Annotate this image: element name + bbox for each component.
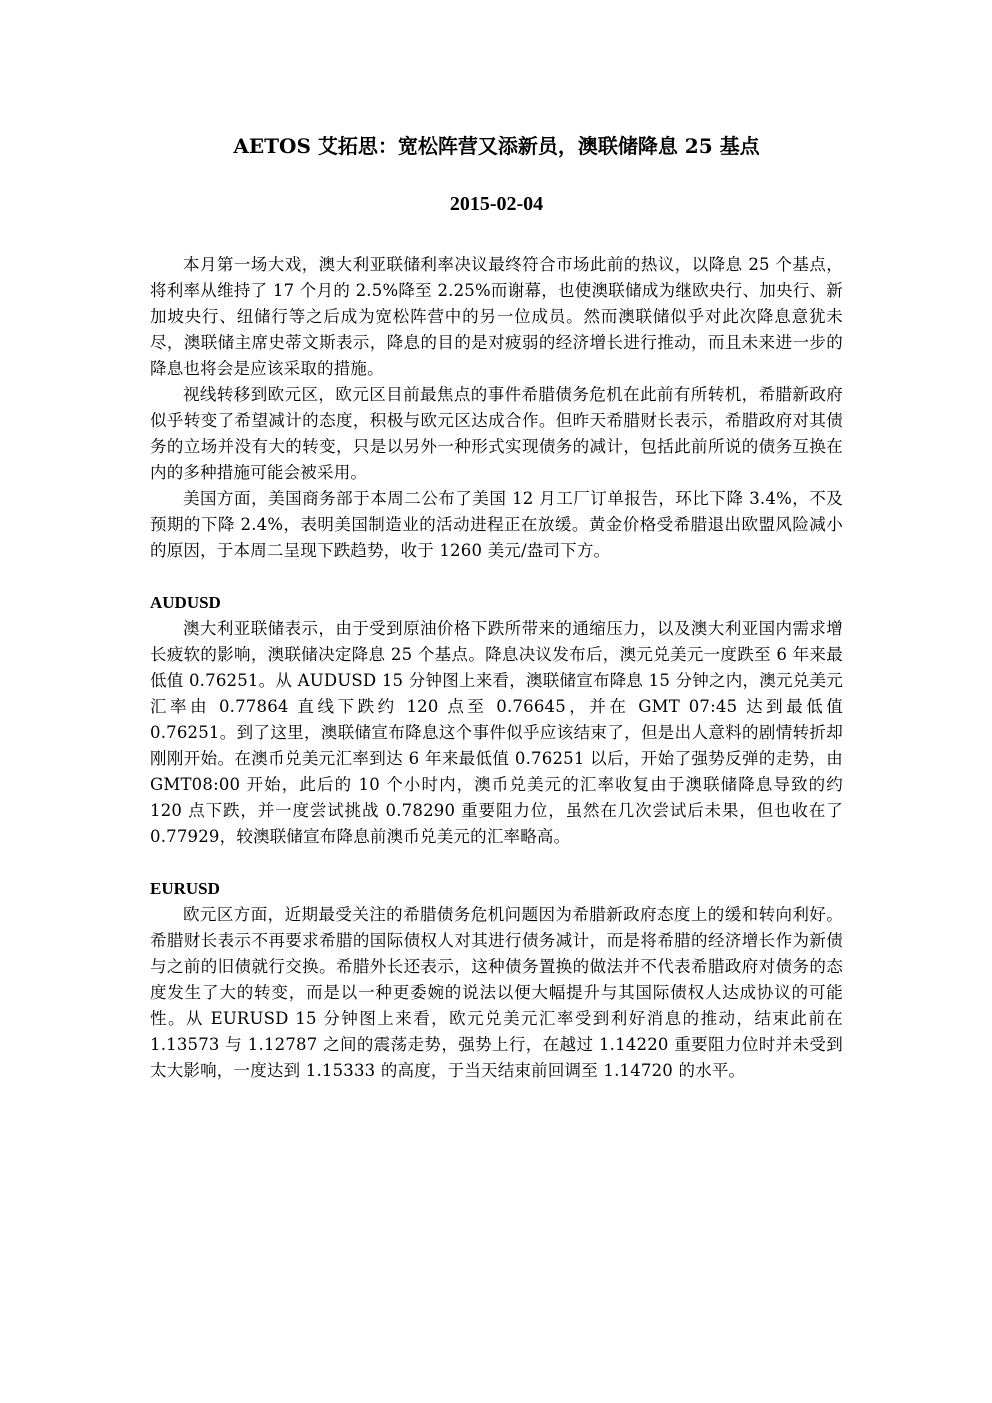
section-paragraph: 澳大利亚联储表示，由于受到原油价格下跌所带来的通缩压力，以及澳大利亚国内需求增长疲软的影响，澳联储决定降息 25 个基点。降息决议发布后，澳元兑美元一度跌至 6 年来最低值 0.76251。从 AUDUSD 15 分钟图上来看，澳联储宣布降息 15 分钟之内，澳元兑美元汇率由 0.77864 直线下跌约 120 点至 0.76645，并在 GMT 07:45 达到最低值 0.76251。到了这里，澳联储宣布降息这个事件似乎应该结束了，但是出人意料的剧情转折却刚刚开始。在澳币兑美元汇率到达 6 年来最低值 0.76251 以后，开始了强势反弹的走势，由 GMT08:00 开始，此后的 10 个小时内，澳币兑美元的汇率收复由于澳联储降息导致的约 120 点下跌，并一度尝试挑战 0.78290 重要阻力位，虽然在几次尝试后未果，但也收在了 0.77929，较澳联储宣布降息前澳币兑美元的汇率略高。 <box>150 619 843 846</box>
intro-paragraph: 视线转移到欧元区，欧元区目前最焦点的事件希腊债务危机在此前有所转机，希腊新政府似乎转变了希望减计的态度，积极与欧元区达成合作。但昨天希腊财长表示，希腊政府对其债务的立场并没有大的转变，只是以另外一种形式实现债务的减计，包括此前所说的债务互换在内的多种措施可能会被采用。 <box>150 385 843 482</box>
document-date: 2015-02-04 <box>449 193 544 215</box>
section-audusd <box>150 590 843 850</box>
intro-paragraph: 美国方面，美国商务部于本周二公布了美国 12 月工厂订单报告，环比下降 3.4%，不及预期的下降 2.4%，表明美国制造业的活动进程正在放缓。黄金价格受希腊退出欧盟风险减小的原因，于本周二呈现下跌趋势，收于 1260 美元/盎司下方。 <box>150 489 843 560</box>
section-heading: EURUSD <box>150 879 220 898</box>
section-paragraph: 欧元区方面，近期最受关注的希腊债务危机问题因为希腊新政府态度上的缓和转向利好。希腊财长表示不再要求希腊的国际债权人对其进行债务减计，而是将希腊的经济增长作为新债与之前的旧债就行交换。希腊外长还表示，这种债务置换的做法并不代表希腊政府对债务的态度发生了大的转变，而是以一种更委婉的说法以便大幅提升与其国际债权人达成协议的可能性。从 EURUSD 15 分钟图上来看，欧元兑美元汇率受到利好消息的推动，结束此前在 1.13573 与 1.12787 之间的震荡走势，强势上行，在越过 1.14220 重要阻力位时并未受到太大影响，一度达到 1.15333 的高度，于当天结束前回调至 1.14720 的水平。 <box>150 905 843 1080</box>
document-title: AETOS 艾拓思：宽松阵营又添新员，澳联储降息 25 基点 <box>233 134 760 158</box>
section-heading: AUDUSD <box>150 593 221 612</box>
section-eurusd <box>150 876 843 1084</box>
document-page <box>150 128 843 1084</box>
intro-section <box>150 252 843 564</box>
intro-paragraph: 本月第一场大戏，澳大利亚联储利率决议最终符合市场此前的热议，以降息 25 个基点，将利率从维持了 17 个月的 2.5%降至 2.25%而谢幕，也使澳联储成为继欧央行、加央行、新加坡央行、纽储行等之后成为宽松阵营中的另一位成员。然而澳联储似乎对此次降息意犹未尽，澳联储主席史蒂文斯表示，降息的目的是对疲弱的经济增长进行推动，而且未来进一步的降息也将会是应该采取的措施。 <box>150 255 843 378</box>
